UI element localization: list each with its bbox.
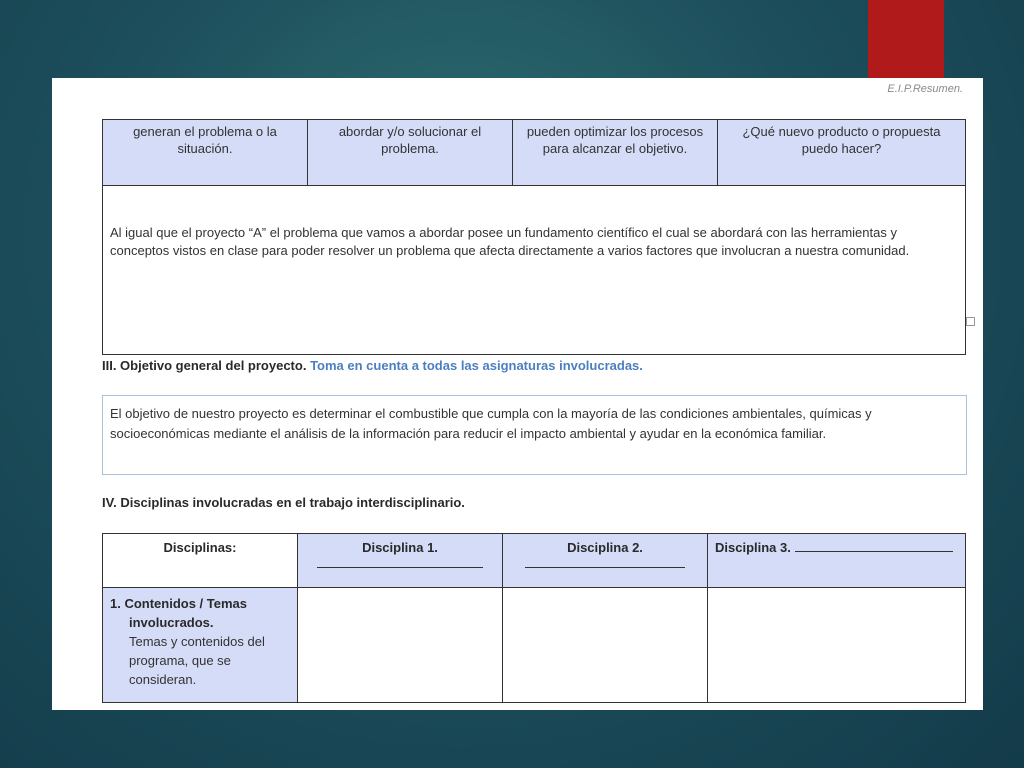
problem-table-header-row	[103, 120, 966, 186]
discipline-2-content-cell[interactable]	[503, 588, 708, 703]
problem-table	[102, 119, 966, 355]
disciplines-header-row	[103, 534, 966, 588]
contents-row-label-cell	[103, 588, 298, 703]
problem-table-body-row	[103, 186, 966, 355]
discipline-1-content-cell[interactable]	[298, 588, 503, 703]
problem-header-cell-1: generan el problema o la situación.	[103, 120, 308, 186]
objective-text-box: El objetivo de nuestro proyecto es determinar el combustible que cumpla con la mayoría de las condiciones ambientales, químicas y socioeconómicas mediante el análisis de la información para reducir el impacto ambiental y ayudar en la económica familiar.	[102, 395, 967, 475]
problem-description-cell: Al igual que el proyecto “A” el problema que vamos a abordar posee un fundamento científico el cual se abordará con las herramientas y conceptos vistos en clase para poder resolver un problema que afecta directamente a varios factores que involucran a nuestra comunidad.	[103, 186, 966, 355]
problem-header-cell-2: abordar y/o solucionar el problema.	[308, 120, 513, 186]
discipline-2-blank-line	[525, 567, 685, 568]
contents-row	[103, 588, 966, 703]
discipline-3-cell	[708, 534, 966, 588]
disciplines-table	[102, 533, 966, 703]
problem-header-cell-3: pueden optimizar los procesos para alcanzar el objetivo.	[513, 120, 718, 186]
disciplines-label: Disciplinas:	[163, 540, 237, 555]
table-resize-handle[interactable]	[966, 317, 975, 326]
red-accent-tab	[868, 0, 944, 80]
header-note: E.I.P.Resumen.	[887, 83, 963, 95]
problem-header-cell-4: ¿Qué nuevo producto o propuesta puedo hacer?	[718, 120, 966, 186]
section-3-highlight: Toma en cuenta a todas las asignaturas involucradas.	[310, 358, 643, 373]
discipline-1-blank-line	[317, 567, 483, 568]
discipline-2-cell	[503, 534, 708, 588]
discipline-1-label: Disciplina 1.	[362, 540, 438, 555]
discipline-3-label: Disciplina 3.	[715, 540, 791, 555]
section-4-heading: IV. Disciplinas involucradas en el trabajo interdisciplinario.	[102, 495, 465, 510]
contents-row-title-cont: involucrados.	[129, 615, 214, 630]
section-3-heading	[102, 358, 643, 373]
document-page	[52, 78, 983, 710]
contents-row-title: 1. Contenidos / Temas	[110, 596, 248, 611]
discipline-2-label: Disciplina 2.	[567, 540, 643, 555]
contents-row-description: Temas y contenidos del programa, que se consideran.	[129, 634, 265, 687]
discipline-1-cell	[298, 534, 503, 588]
section-3-title: III. Objetivo general del proyecto.	[102, 358, 307, 373]
disciplines-label-cell	[103, 534, 298, 588]
discipline-3-blank-line	[795, 551, 953, 552]
discipline-3-content-cell[interactable]	[708, 588, 966, 703]
